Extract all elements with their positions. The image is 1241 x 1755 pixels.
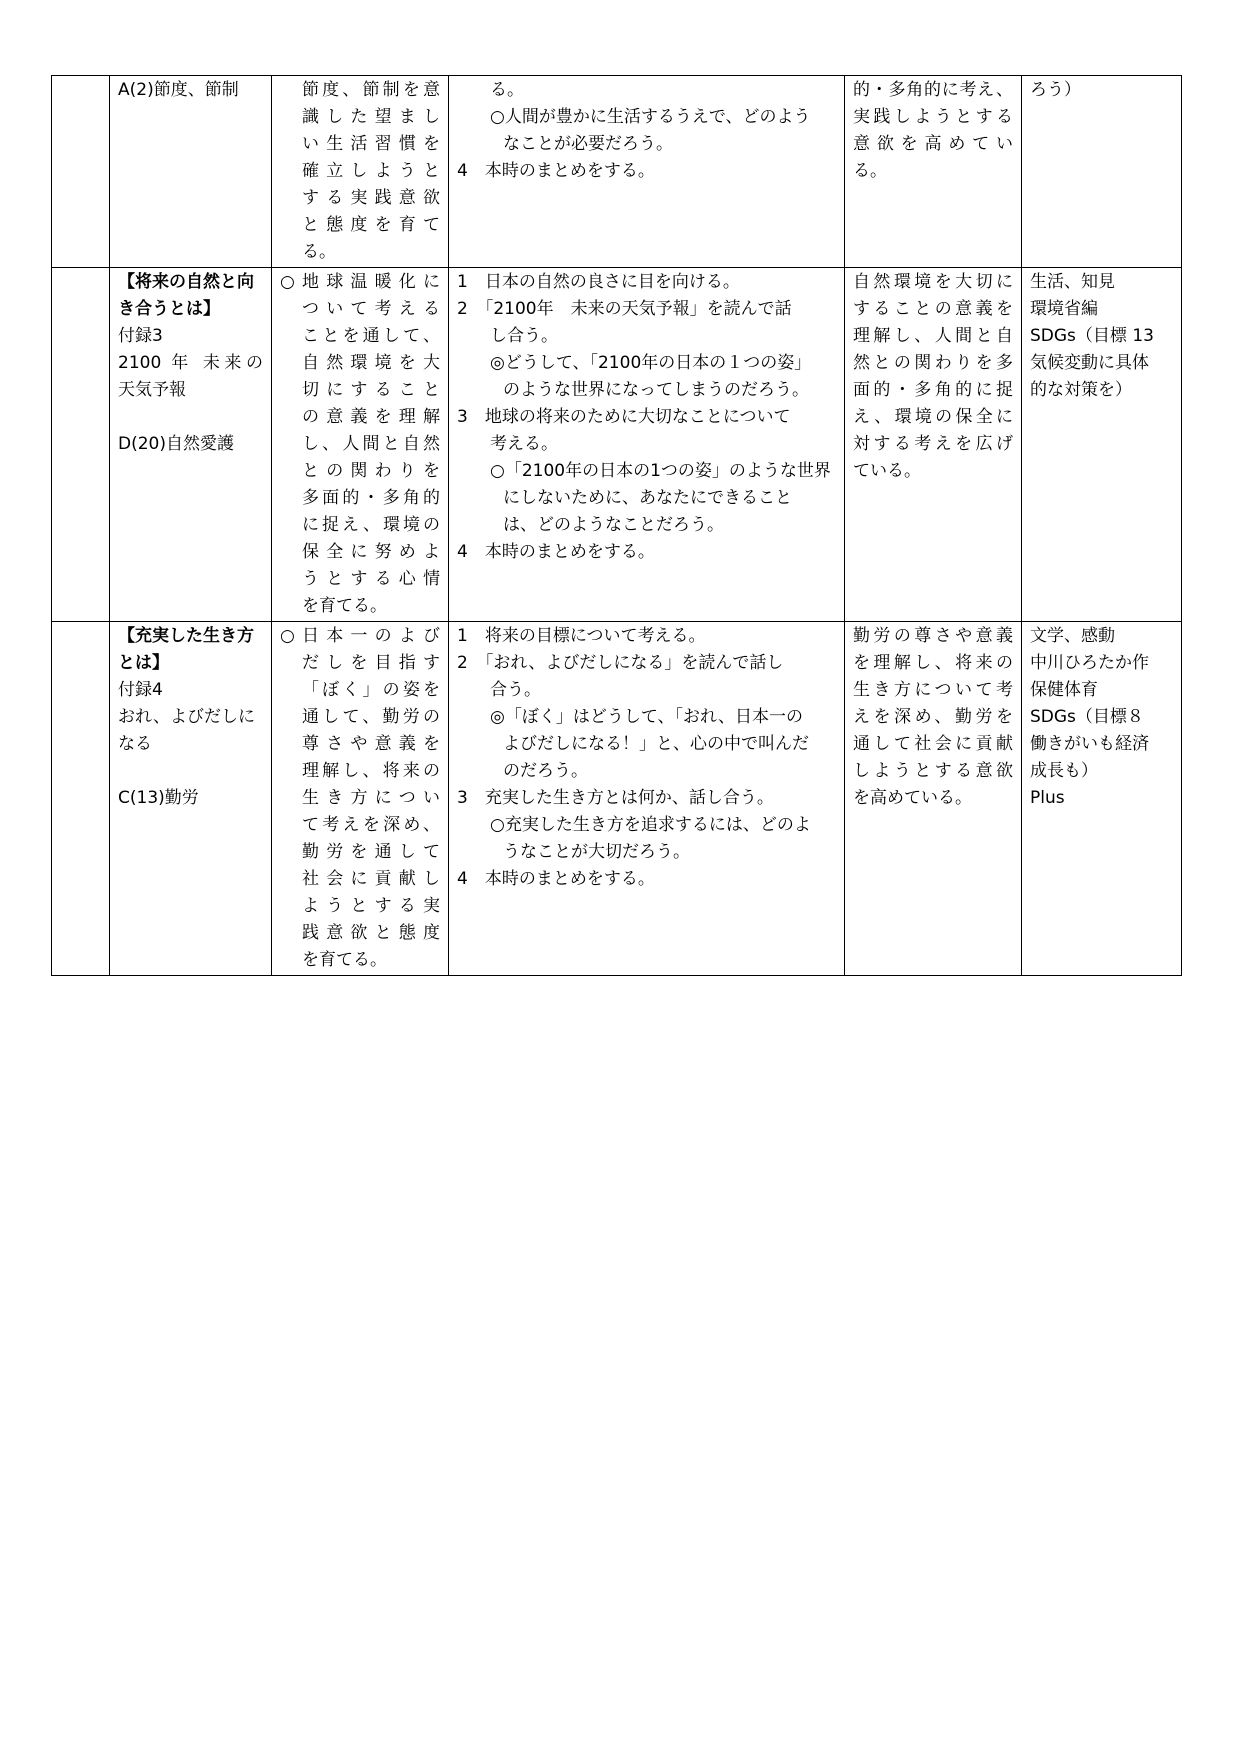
flow-line: し合う。 [490,326,558,346]
note-cell [1022,268,1182,622]
flow-line: 4 本時のまとめをする。 [457,542,655,562]
aim-line: を育てる。 [302,950,387,970]
aim-cell [272,268,449,622]
eval-line: 生き方について考 [853,680,1013,700]
eval-line: えを深め、勤労を [853,707,1013,727]
lesson-line: 天気予報 [118,380,186,400]
flow-line: 3 地球の将来のために大切なことについて [457,407,791,427]
aim-line: ついて考える [302,299,440,319]
note-cell [1022,76,1182,268]
note-cell [1022,622,1182,976]
aim-cell [272,76,449,268]
evaluation-cell [845,622,1022,976]
lesson-cell [110,76,272,268]
note-line: 気候変動に具体 [1030,353,1149,373]
note-line: 中川ひろたか作 [1030,653,1149,673]
flow-line: 考える。 [490,434,558,454]
lesson-line: D(20)自然愛護 [118,434,234,454]
lesson-line: なる [118,734,152,754]
flow-cell [449,622,845,976]
flow-line: ○人間が豊かに生活するうえで、どのよう [490,107,811,127]
aim-line: し、人間と自然 [302,434,440,454]
eval-line: る。 [853,161,887,181]
aim-line: ようとする実 [302,896,440,916]
lesson-title: 【将来の自然と向 [118,272,254,292]
eval-line: しようとする意欲 [853,761,1013,781]
aim-line: と態度を育て [302,215,440,235]
lesson-title: き合うとは】 [118,299,220,319]
aim-line: 通して、勤労の [302,707,440,727]
aim-line: 確立しようと [302,161,440,181]
aim-line: 社会に貢献し [302,869,440,889]
aim-line: 切にすること [302,380,440,400]
flow-line: 合う。 [490,680,541,700]
flow-line: 1 将来の目標について考える。 [457,626,706,646]
note-line: 保健体育 [1030,680,1098,700]
eval-line: 理解し、人間と自 [853,326,1013,346]
flow-line: 2 「2100年 未来の天気予報」を読んで話 [457,299,792,319]
lesson-title: 【充実した生き方 [118,626,254,646]
note-line: 成長も） [1030,761,1098,781]
table-row [52,622,1182,976]
flow-cell [449,268,845,622]
lesson-title: とは】 [118,653,169,673]
eval-line: 意欲を高めてい [853,134,1013,154]
lesson-gap [118,404,263,431]
flow-line: うなことが大切だろう。 [503,842,690,862]
flow-line: のような世界になってしまうのだろう。 [503,380,809,400]
number-cell [52,268,110,622]
flow-line: ○「2100年の日本の1つの姿」のような世界 [490,461,831,481]
aim-line: する実践意欲 [302,188,440,208]
aim-line: うとする心情 [302,569,440,589]
aim-line: を育てる。 [302,596,387,616]
eval-line: 勤労の尊さや意義 [853,626,1013,646]
aim-line: 保全に努めよ [302,542,440,562]
flow-line: は、どのようなことだろう。 [503,515,724,535]
flow-line: のだろう。 [503,761,588,781]
flow-line: る。 [490,80,524,100]
aim-line: だしを目指す [302,653,440,673]
aim-line: る。 [302,242,336,262]
eval-line: 対する考えを広げ [853,434,1013,454]
aim-line: との関わりを [302,461,440,481]
aim-line: 「ぼく」の姿を [302,680,440,700]
flow-line: 4 本時のまとめをする。 [457,869,655,889]
aim-line: 尊さや意義を [302,734,440,754]
flow-line: ○充実した生き方を追求するには、どのよ [490,815,811,835]
flow-line: 4 本時のまとめをする。 [457,161,655,181]
eval-line: ている。 [853,461,921,481]
flow-line: 1 日本の自然の良さに目を向ける。 [457,272,740,292]
aim-line: ことを通して、 [302,326,440,346]
note-line: Plus [1030,788,1065,808]
aim-line: ○日本一のよび [280,626,440,646]
aim-line: 生き方につい [302,788,440,808]
table-row [52,76,1182,268]
aim-line: に捉え、環境の [302,515,440,535]
flow-line: よびだしになる！」と、心の中で叫んだ [503,734,809,754]
aim-line: ○地球温暖化に [280,272,440,292]
note-line: 的な対策を） [1030,380,1132,400]
eval-line: 面的・多角的に捉 [853,380,1013,400]
flow-line: 2 「おれ、よびだしになる」を読んで話し [457,653,784,673]
number-cell [52,622,110,976]
flow-cell [449,76,845,268]
aim-line: 識した望まし [302,107,440,127]
eval-line: 実践しようとする [853,107,1013,127]
aim-line: の意義を理解 [302,407,440,427]
note-line: 働きがいも経済 [1030,734,1149,754]
aim-line: 自然環境を大 [302,353,440,373]
flow-line: ◎「ぼく」はどうして、「おれ、日本一の [490,707,804,727]
lesson-line: 付録3 [118,326,163,346]
table-row [52,268,1182,622]
evaluation-cell [845,76,1022,268]
aim-line: 節度、節制を意 [302,80,440,100]
aim-line: 多面的・多角的 [302,488,440,508]
note-line: ろう） [1030,80,1081,100]
note-line: 生活、知見 [1030,272,1115,292]
flow-line: なことが必要だろう。 [503,134,673,154]
flow-line: ◎どうして、「2100年の日本の１つの姿」 [490,353,812,373]
lesson-cell [110,622,272,976]
flow-line: にしないために、あなたにできること [503,488,792,508]
lesson-plan-table [51,75,1182,976]
eval-line: 的・多角的に考え、 [853,80,1013,100]
aim-line: 践意欲と態度 [302,923,440,943]
lesson-line: 付録4 [118,680,163,700]
aim-line: 勤労を通して [302,842,440,862]
eval-line: することの意義を [853,299,1013,319]
note-line: 文学、感動 [1030,626,1115,646]
lesson-gap [118,758,263,785]
aim-line: 理解し、将来の [302,761,440,781]
aim-line: い生活習慣を [302,134,440,154]
aim-line: て考えを深め、 [302,815,440,835]
eval-line: を高めている。 [853,788,972,808]
eval-line: を理解し、将来の [853,653,1013,673]
lesson-line: A(2)節度、節制 [118,80,239,100]
note-line: SDGs（目標８ [1030,707,1144,727]
eval-line: 通して社会に貢献 [853,734,1013,754]
note-line: SDGs（目標 13 [1030,326,1154,346]
lesson-line: C(13)勤労 [118,788,199,808]
note-line: 環境省編 [1030,299,1098,319]
lesson-line: おれ、よびだしに [118,707,256,727]
evaluation-cell [845,268,1022,622]
eval-line: 然との関わりを多 [853,353,1013,373]
eval-line: え、環境の保全に [853,407,1013,427]
eval-line: 自然環境を大切に [853,272,1013,292]
lesson-cell [110,268,272,622]
flow-line: 3 充実した生き方とは何か、話し合う。 [457,788,774,808]
number-cell [52,76,110,268]
aim-cell [272,622,449,976]
lesson-line: 2100 年 未来の [118,353,263,373]
